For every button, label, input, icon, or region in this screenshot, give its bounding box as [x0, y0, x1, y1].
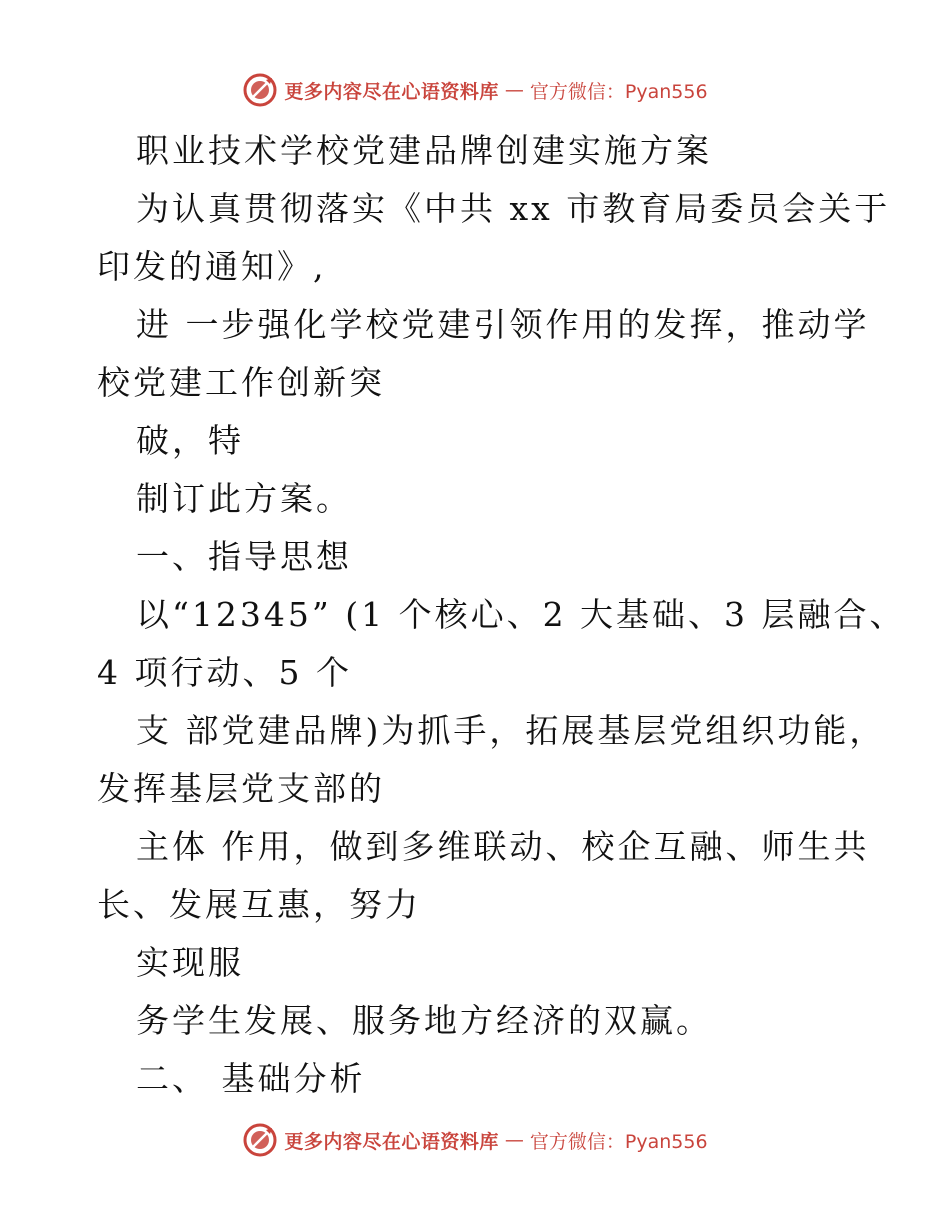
brand-logo-icon — [242, 72, 278, 108]
footer-promo-text: 更多内容尽在心语资料库 — [284, 1130, 499, 1153]
section-heading: 二、 基础分析 — [136, 1059, 366, 1098]
paragraph-line: 为认真贯彻落实《中共 xx 市教育局委员会关于 — [136, 189, 891, 228]
document-body — [97, 122, 906, 1108]
footer-banner — [0, 1120, 950, 1160]
document-title: 职业技术学校党建品牌创建实施方案 — [136, 131, 712, 170]
header-banner — [0, 70, 950, 110]
paragraph-line: 制订此方案。 — [136, 479, 352, 518]
paragraph-line: 校党建工作创新突 — [97, 363, 385, 402]
paragraph-line: 实现服 — [136, 943, 244, 982]
paragraph-line: 务学生发展、服务地方经济的双赢。 — [136, 1001, 712, 1040]
paragraph-line: 支 部党建品牌)为抓手，拓展基层党组织功能， — [136, 711, 886, 750]
section-heading: 一、指导思想 — [136, 537, 352, 576]
header-contact-text: 官方微信：Pyan556 — [529, 80, 708, 103]
footer-contact-text: 官方微信：Pyan556 — [529, 1130, 708, 1153]
header-promo-text: 更多内容尽在心语资料库 — [284, 80, 499, 103]
paragraph-line: 以“12345” (1 个核心、2 大基础、3 层融合、 — [136, 595, 906, 634]
brand-logo-icon — [242, 1122, 278, 1158]
paragraph-line: 主体 作用，做到多维联动、校企互融、师生共 — [136, 827, 870, 866]
footer-separator: — — [504, 1129, 524, 1151]
paragraph-line: 发挥基层党支部的 — [97, 769, 385, 808]
paragraph-line: 4 项行动、5 个 — [97, 653, 352, 692]
paragraph-line: 长、发展互惠，努力 — [97, 885, 421, 924]
paragraph-line: 进 一步强化学校党建引领作用的发挥，推动学 — [136, 305, 870, 344]
header-separator: — — [504, 79, 524, 101]
paragraph-line: 印发的通知》, — [97, 247, 327, 286]
paragraph-line: 破，特 — [136, 421, 244, 460]
